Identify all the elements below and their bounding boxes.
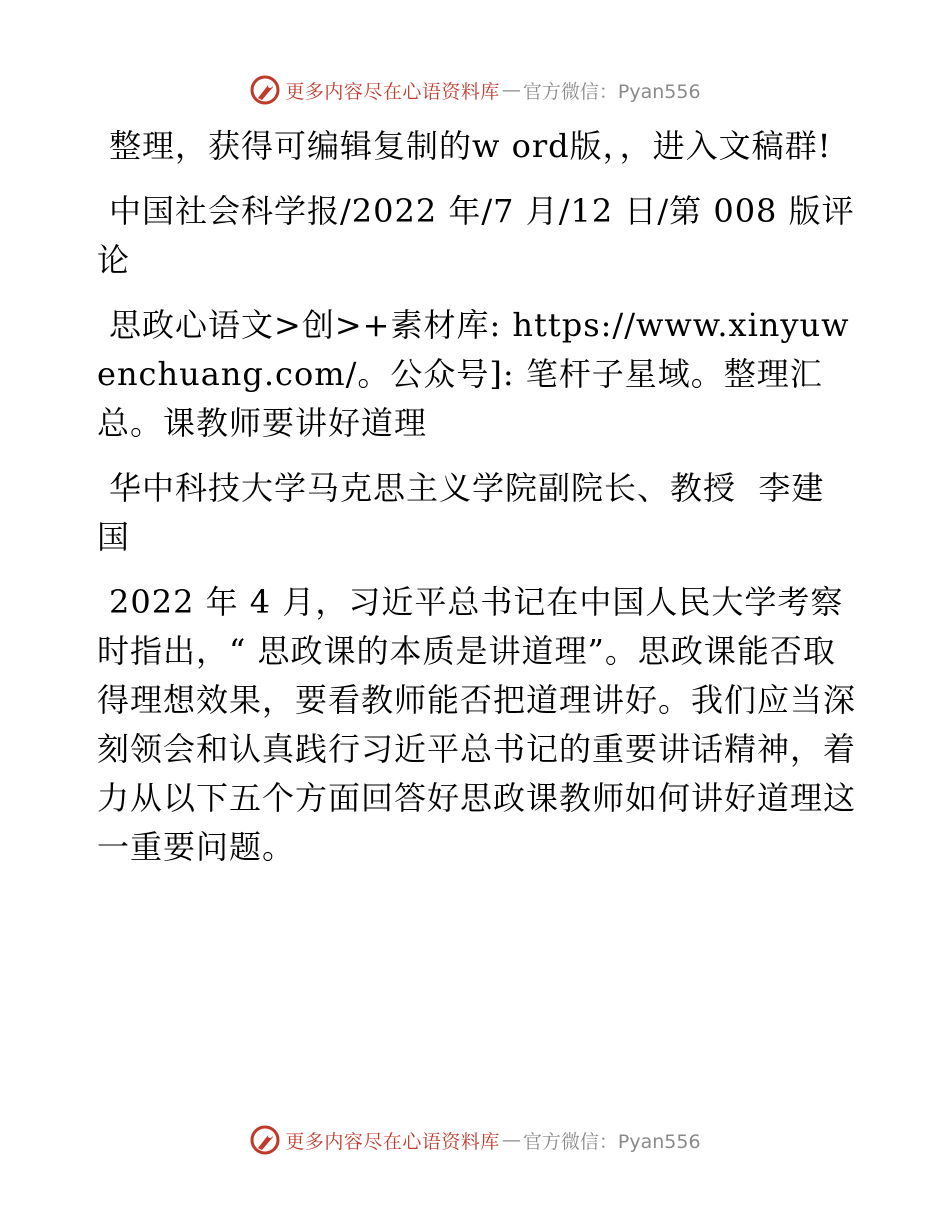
banner-separator: — — [501, 79, 521, 101]
banner-separator: — — [501, 1129, 521, 1151]
paragraph-source: 中国社会科学报/2022 年/7 月/12 日/第 008 版评论 — [97, 192, 855, 279]
footer-banner — [0, 1120, 950, 1160]
paragraph-title: 思政心语文>创>+素材库: https://www.xinyuwenchuang.com/。公众号]: 笔杆子星域。整理汇总。课教师要讲好道理 — [97, 306, 850, 442]
banner-text: 更多内容尽在心语资料库 — [285, 1130, 500, 1153]
banner-text: 更多内容尽在心语资料库 — [285, 80, 500, 103]
paragraph-author: 华中科技大学马克思主义学院副院长、教授 李建国 — [97, 469, 825, 556]
banner-wechat: 官方微信：Pyan556 — [522, 1130, 701, 1153]
pen-nib-logo-icon — [249, 74, 281, 106]
banner-wechat: 官方微信：Pyan556 — [522, 80, 701, 103]
pen-nib-logo-icon — [249, 1124, 281, 1156]
header-banner — [0, 70, 950, 110]
paragraph-intro: 整理，获得可编辑复制的w ord版，，进入文稿群! — [109, 127, 832, 165]
paragraph-body: 2022 年 4 月，习近平总书记在中国人民大学考察时指出，“ 思政课的本质是讲道理”。思政课能否取得理想效果，要看教师能否把道理讲好。我们应当深刻领会和认真践行习近平总书记的重要讲话精神，着力从以下五个方面回答好思政课教师如何讲好道理这一重要问题。 — [97, 583, 857, 866]
document-body — [97, 122, 857, 888]
